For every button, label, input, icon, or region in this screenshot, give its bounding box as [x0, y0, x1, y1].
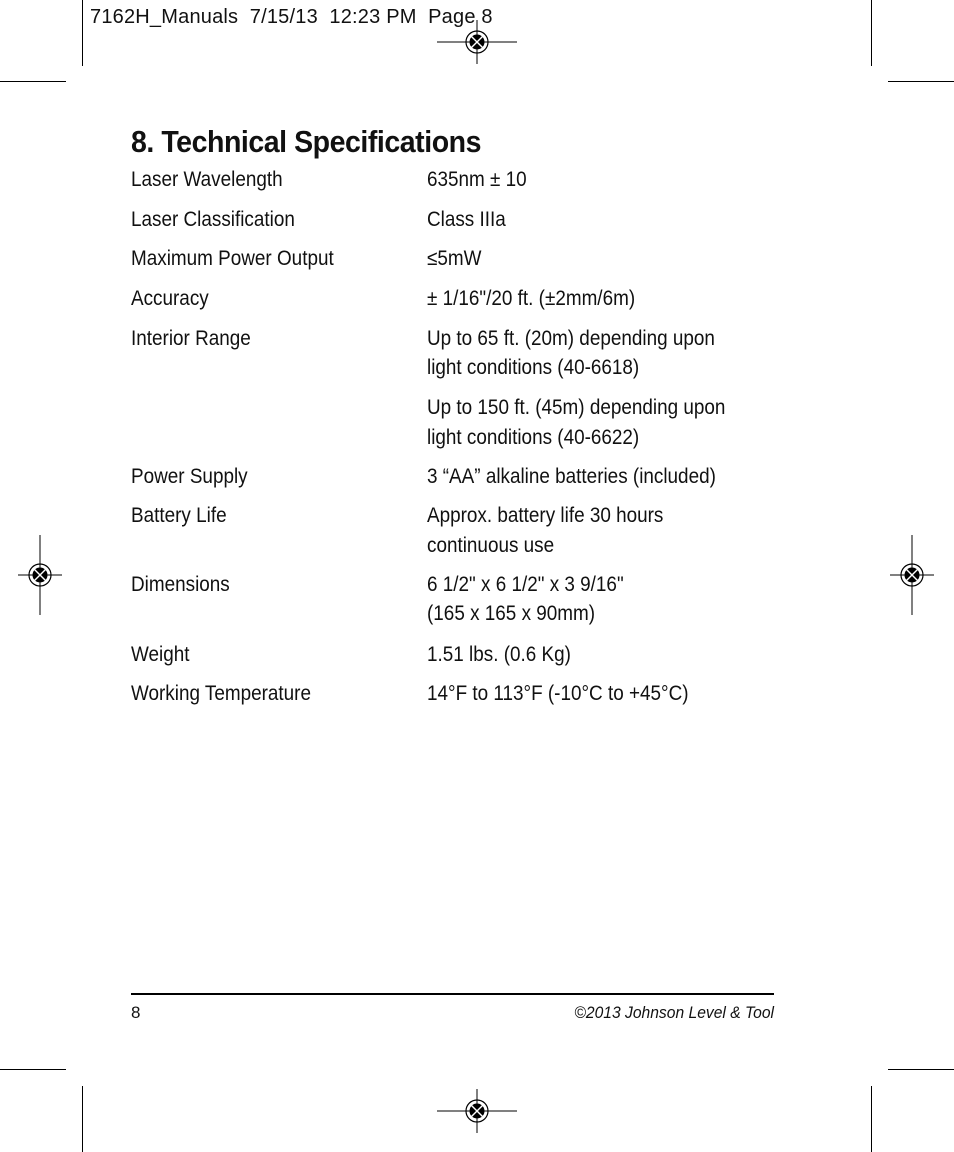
crop-mark — [0, 81, 66, 82]
crop-mark — [888, 1069, 954, 1070]
spec-label: Maximum Power Output — [131, 247, 334, 270]
spec-label: Laser Wavelength — [131, 168, 283, 191]
registration-mark-icon — [890, 535, 934, 615]
crop-mark — [888, 81, 954, 82]
crop-mark — [82, 1086, 83, 1152]
spec-value: 6 1/2" x 6 1/2" x 3 9/16" — [427, 573, 624, 596]
spec-value: Approx. battery life 30 hours — [427, 504, 664, 527]
crop-mark — [871, 0, 872, 66]
spec-value: light conditions (40-6618) — [427, 356, 640, 379]
page-title: 8. Technical Specifications — [131, 124, 482, 159]
spec-label: Weight — [131, 643, 190, 666]
spec-value: (165 x 165 x 90mm) — [427, 602, 596, 625]
spec-label: Working Temperature — [131, 682, 311, 705]
spec-value: ≤5mW — [427, 247, 482, 270]
spec-label: Battery Life — [131, 504, 227, 527]
spec-label: Power Supply — [131, 465, 248, 488]
registration-mark-icon — [437, 1089, 517, 1133]
crop-mark — [0, 1069, 66, 1070]
registration-mark-icon — [18, 535, 62, 615]
footer-rule — [131, 993, 774, 995]
spec-value: 635nm ± 10 — [427, 168, 527, 191]
spec-label: Dimensions — [131, 573, 230, 596]
spec-value: 3 “AA” alkaline batteries (included) — [427, 465, 716, 488]
spec-label: Laser Classification — [131, 208, 295, 231]
spec-value: light conditions (40-6622) — [427, 426, 640, 449]
spec-value: continuous use — [427, 534, 555, 557]
page-number: 8 — [131, 1003, 141, 1022]
spec-label: Accuracy — [131, 287, 209, 310]
registration-mark-icon — [437, 20, 517, 64]
spec-value: 14°F to 113°F (-10°C to +45°C) — [427, 682, 689, 705]
spec-value: 1.51 lbs. (0.6 Kg) — [427, 643, 571, 666]
spec-value: Class IIIa — [427, 208, 506, 231]
spec-label: Interior Range — [131, 327, 251, 350]
spec-value: Up to 150 ft. (45m) depending upon — [427, 396, 726, 419]
crop-mark — [82, 0, 83, 66]
copyright-notice: ©2013 Johnson Level & Tool — [574, 1003, 774, 1022]
crop-mark — [871, 1086, 872, 1152]
spec-value: ± 1/16"/20 ft. (±2mm/6m) — [427, 287, 636, 310]
print-slug-line: 7162H_Manuals 7/15/13 12:23 PM Page 8 — [90, 6, 493, 28]
spec-value: Up to 65 ft. (20m) depending upon — [427, 327, 715, 350]
